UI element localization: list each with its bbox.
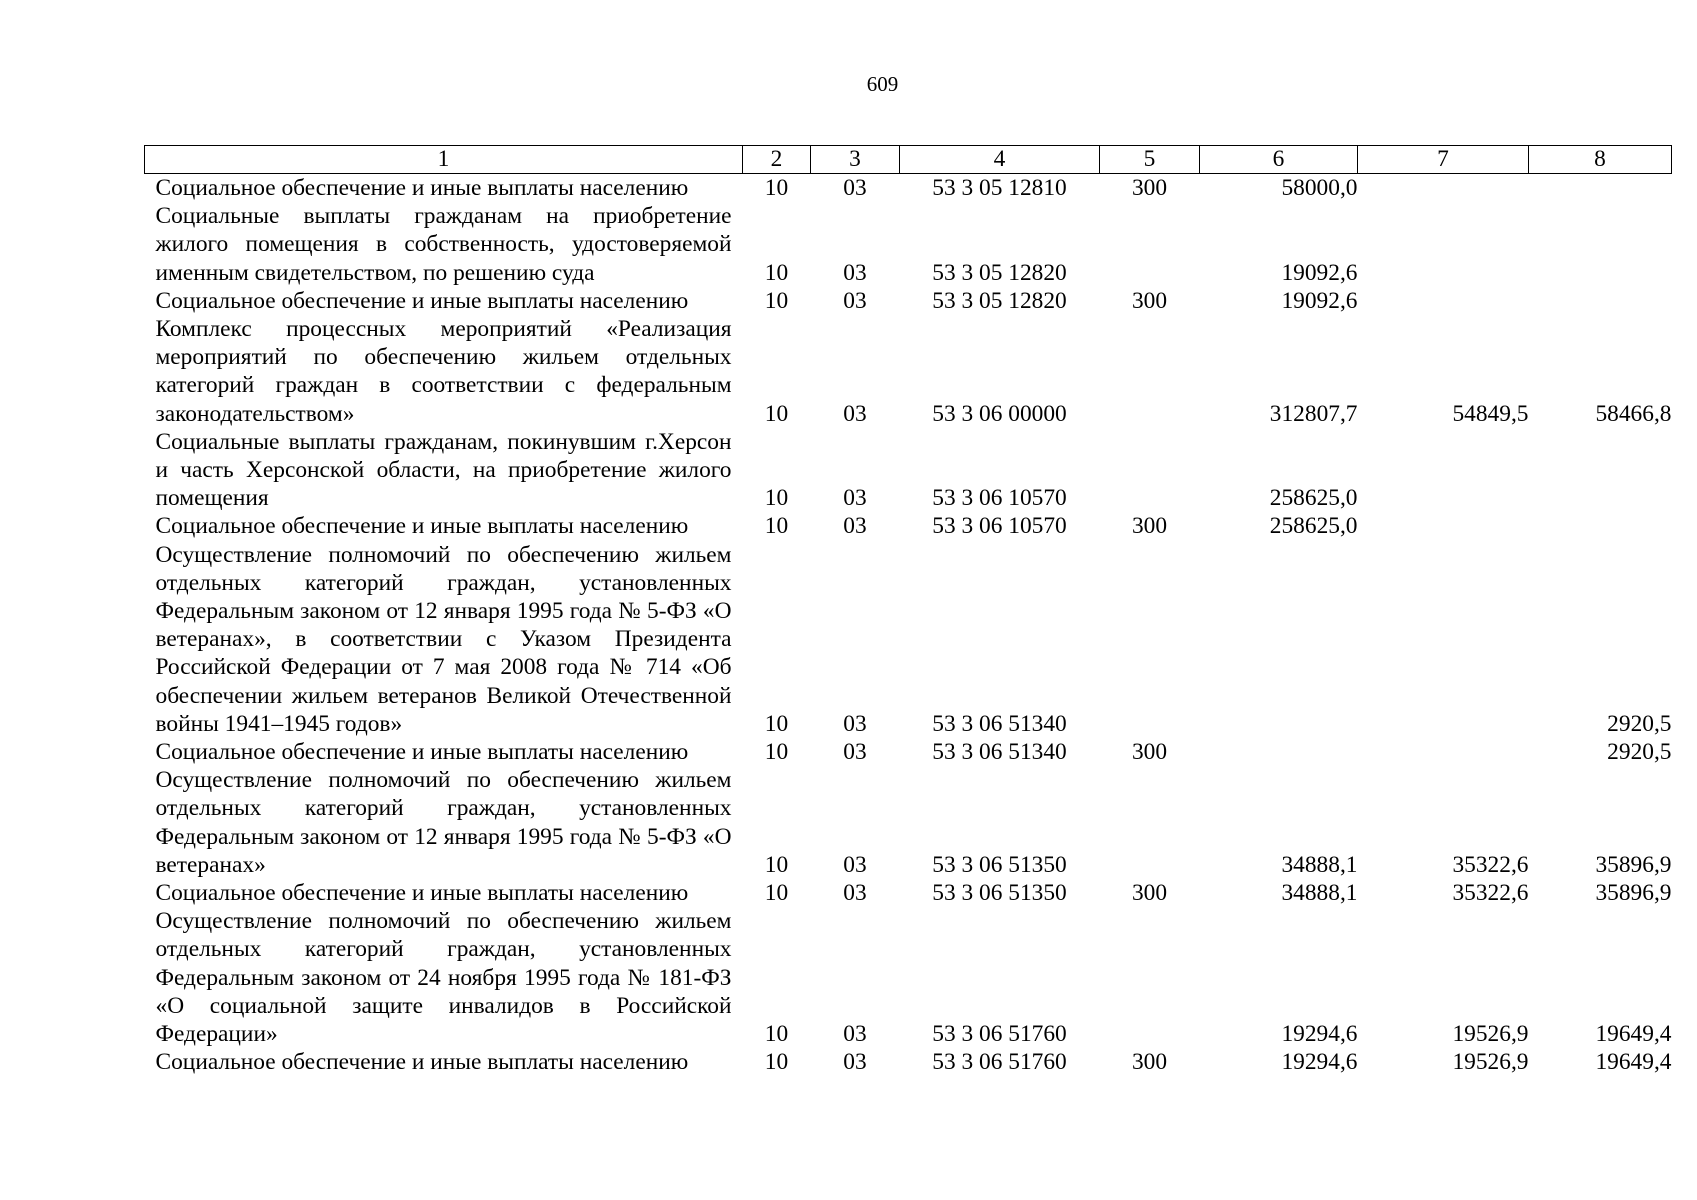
row-section: 10 [764,175,789,201]
row-amount-col7: 19526,9 [1452,1021,1529,1048]
table-row [145,428,1672,513]
row-subsection: 03 [843,485,867,512]
row-name: Осуществление полномочий по обеспечению жильем отдельных категорий граждан, установленных Федеральным законом от 12 января 1995 года № 5-ФЗ «О ветеранах», в соответствии с Указом Президента Российской Федерации от 7 мая 2008 года № 714 «Об обеспечении жильем ветеранов Великой Отечественной войны 1941–1945 годов» [155,541,732,737]
row-expense-type [1100,202,1200,287]
table-row [145,315,1672,428]
row-name: Социальное обеспечение и иные выплаты населению [155,1049,689,1076]
row-amount-col7 [1358,428,1529,513]
row-name: Социальное обеспечение и иные выплаты населению [155,287,689,314]
row-amount-col7: 19526,9 [1452,1049,1529,1076]
row-target-code: 53 3 06 00000 [932,400,1067,427]
row-amount-col7 [1358,287,1529,315]
row-amount-col6: 258625,0 [1269,513,1358,540]
row-name: Комплекс процессных мероприятий «Реализация мероприятий по обеспечению жильем отдельных категорий граждан в соответствии с федеральным законодательством» [155,316,732,427]
row-amount-col6: 19092,6 [1281,259,1358,286]
table-row [145,907,1672,1048]
row-subsection: 03 [843,259,867,286]
page-number: 609 [866,72,899,96]
row-section: 10 [764,739,789,766]
row-target-code: 53 3 06 51350 [932,880,1067,907]
row-subsection: 03 [843,739,867,766]
row-target-code: 53 3 05 12810 [932,175,1067,201]
row-expense-type: 300 [1131,287,1168,314]
row-amount-col8: 58466,8 [1595,400,1672,427]
table-row [145,738,1672,766]
header-col-3: 3 [811,146,900,174]
row-target-code: 53 3 06 51340 [932,710,1067,737]
row-section: 10 [764,400,789,427]
row-amount-col6: 19092,6 [1281,287,1358,314]
row-name: Социальное обеспечение и иные выплаты населению [155,739,689,766]
header-row [145,146,1672,174]
row-section: 10 [764,259,789,286]
row-name: Социальное обеспечение и иные выплаты населению [155,175,689,201]
row-section: 10 [764,1049,789,1076]
row-amount-col8: 2920,5 [1607,710,1672,737]
row-expense-type: 300 [1131,513,1168,540]
row-target-code: 53 3 06 10570 [932,485,1067,512]
row-target-code: 53 3 06 51760 [932,1021,1067,1048]
row-amount-col8 [1529,512,1672,540]
row-section: 10 [764,710,789,737]
row-name: Социальные выплаты гражданам на приобретение жилого помещения в собственность, удостоверяемой именным свидетельством, по решению суда [155,203,732,286]
row-amount-col8 [1529,174,1672,203]
row-amount-col8 [1529,202,1672,287]
row-amount-col8: 19649,4 [1595,1049,1672,1076]
row-amount-col6: 34888,1 [1281,851,1358,878]
row-expense-type: 300 [1131,1049,1168,1076]
row-section: 10 [764,880,789,907]
row-subsection: 03 [843,513,867,540]
row-name: Осуществление полномочий по обеспечению жильем отдельных категорий граждан, установленных Федеральным законом от 12 января 1995 года № 5-ФЗ «О ветеранах» [155,767,732,878]
table-header [145,146,1672,174]
row-name: Социальное обеспечение и иные выплаты населению [155,880,689,907]
row-amount-col7: 35322,6 [1452,880,1529,907]
row-amount-col8: 35896,9 [1595,851,1672,878]
row-subsection: 03 [843,710,867,737]
row-amount-col6: 19294,6 [1281,1021,1358,1048]
row-amount-col8 [1529,287,1672,315]
row-amount-col8: 35896,9 [1595,880,1672,907]
row-section: 10 [764,287,789,314]
row-expense-type [1100,766,1200,879]
row-amount-col6 [1200,541,1358,738]
table-row [145,1048,1672,1076]
row-expense-type: 300 [1131,880,1168,907]
row-amount-col7 [1358,512,1529,540]
row-section: 10 [764,513,789,540]
row-subsection: 03 [843,400,867,427]
row-amount-col6: 34888,1 [1281,880,1358,907]
table-row [145,287,1672,315]
row-subsection: 03 [843,175,867,201]
row-subsection: 03 [843,851,867,878]
row-target-code: 53 3 06 10570 [932,513,1067,540]
row-expense-type: 300 [1131,739,1168,766]
row-amount-col6: 19294,6 [1281,1049,1358,1076]
row-amount-col7 [1358,738,1529,766]
row-amount-col7 [1358,202,1529,287]
table-row [145,766,1672,879]
row-target-code: 53 3 05 12820 [932,287,1067,314]
row-amount-col6: 58000,0 [1281,175,1358,201]
row-section: 10 [764,485,789,512]
row-amount-col8: 19649,4 [1595,1021,1672,1048]
row-expense-type [1100,315,1200,428]
row-amount-col7 [1358,174,1529,203]
header-col-6: 6 [1200,146,1358,174]
row-section: 10 [764,851,789,878]
header-col-4: 4 [900,146,1100,174]
row-amount-col8 [1529,428,1672,513]
row-amount-col7: 35322,6 [1452,851,1529,878]
row-name: Социальные выплаты гражданам, покинувшим г.Херсон и часть Херсонской области, на приобретение жилого помещения [155,428,732,512]
row-subsection: 03 [843,1021,867,1048]
header-col-2: 2 [743,146,811,174]
table-body [145,174,1672,1077]
row-name: Осуществление полномочий по обеспечению жильем отдельных категорий граждан, установленных Федеральным законом от 24 ноября 1995 года № 181-ФЗ «О социальной защите инвалидов в Российской Федерации» [155,908,732,1048]
row-amount-col6: 312807,7 [1269,400,1358,427]
budget-table [144,145,1672,1077]
row-section: 10 [764,1021,789,1048]
header-col-7: 7 [1358,146,1529,174]
table-row [145,541,1672,738]
row-target-code: 53 3 06 51350 [932,851,1067,878]
row-amount-col6: 258625,0 [1269,485,1358,512]
row-amount-col7: 54849,5 [1452,400,1529,427]
table-row [145,202,1672,287]
header-col-8: 8 [1529,146,1672,174]
header-col-1: 1 [145,146,743,174]
row-amount-col8: 2920,5 [1607,739,1672,766]
table-row [145,879,1672,907]
row-amount-col6 [1200,738,1358,766]
row-target-code: 53 3 06 51760 [932,1049,1067,1076]
row-expense-type [1100,907,1200,1048]
row-target-code: 53 3 06 51340 [932,739,1067,766]
row-expense-type [1100,541,1200,738]
row-amount-col7 [1358,541,1529,738]
header-col-5: 5 [1100,146,1200,174]
row-name: Социальное обеспечение и иные выплаты населению [155,513,689,540]
row-subsection: 03 [843,1049,867,1076]
row-target-code: 53 3 05 12820 [932,259,1067,286]
table-row [145,174,1672,203]
row-expense-type [1100,428,1200,513]
row-subsection: 03 [843,287,867,314]
row-expense-type: 300 [1131,175,1168,201]
row-subsection: 03 [843,880,867,907]
table-row [145,512,1672,540]
